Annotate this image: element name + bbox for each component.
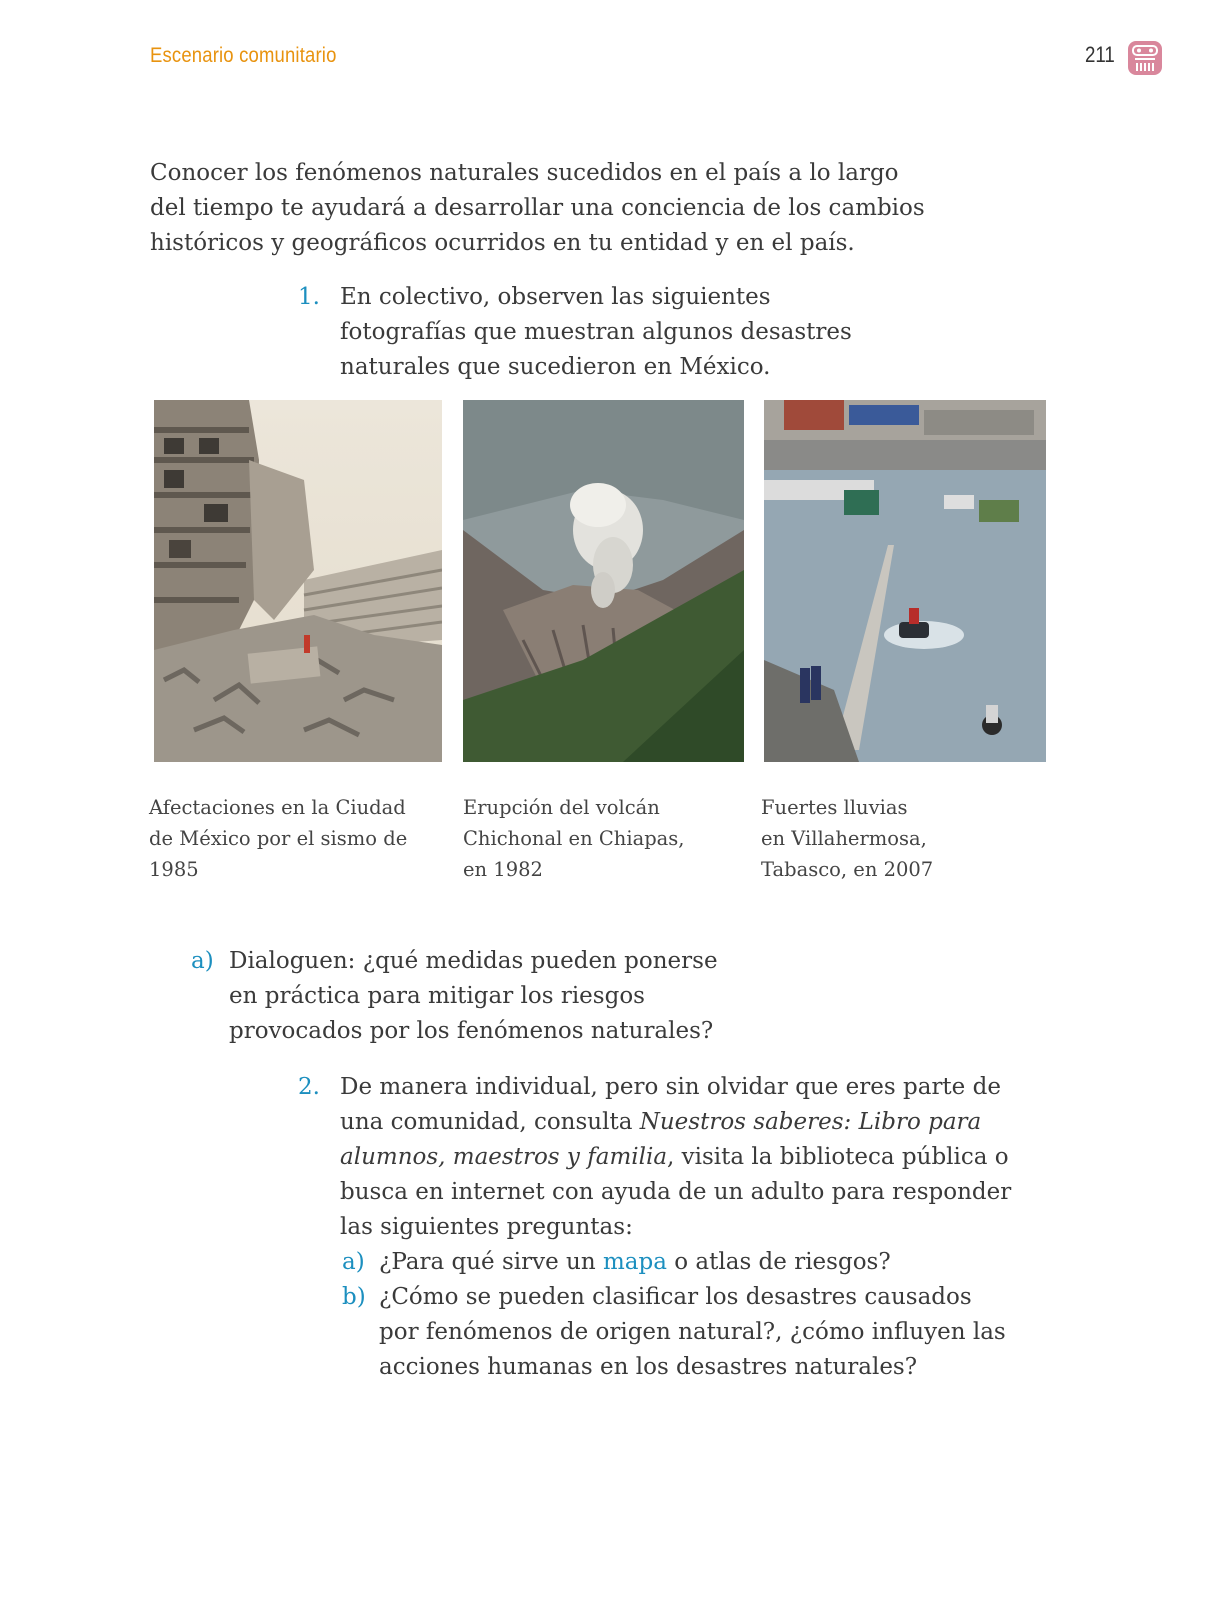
- caption-line: Erupción del volcán: [463, 796, 660, 819]
- section-emblem-icon: [1127, 40, 1163, 76]
- activity-2b-line: por fenómenos de origen natural?, ¿cómo influyen las: [379, 1319, 1006, 1345]
- activity-1-line: fotografías que muestran algunos desastres: [340, 319, 852, 345]
- caption-line: 1985: [149, 858, 199, 881]
- caption-line: Chichonal en Chiapas,: [463, 827, 685, 850]
- activity-1-marker: 1.: [298, 284, 320, 310]
- caption-line: Fuertes lluvias: [761, 796, 908, 819]
- activity-2-line: [340, 1140, 1060, 1175]
- activity-2a-text: o atlas de riesgos?: [666, 1249, 891, 1275]
- intro-line: históricos y geográficos ocurridos en tu entidad y en el país.: [150, 230, 855, 256]
- flood-photo: [764, 400, 1046, 762]
- caption-line: en 1982: [463, 858, 543, 881]
- intro-paragraph: [150, 156, 1010, 261]
- caption-line: de México por el sismo de: [149, 827, 408, 850]
- book-title: alumnos, maestros y familia: [340, 1144, 668, 1170]
- activity-1: [298, 280, 980, 385]
- activity-2-line: [340, 1105, 1060, 1140]
- intro-line: del tiempo te ayudará a desarrollar una conciencia de los cambios: [150, 195, 925, 221]
- activity-2b-line: ¿Cómo se pueden clasificar los desastres causados: [379, 1284, 972, 1310]
- section-title: Escenario comunitario: [150, 44, 337, 67]
- caption-line: Afectaciones en la Ciudad: [149, 796, 406, 819]
- caption-volcano: [463, 792, 753, 885]
- activity-2a-marker: a): [342, 1249, 365, 1275]
- activity-2b: [342, 1280, 1059, 1385]
- activity-2b-line: acciones humanas en los desastres naturales?: [379, 1354, 918, 1380]
- activity-1a-line: en práctica para mitigar los riesgos: [229, 983, 645, 1009]
- activity-2-marker: 2.: [298, 1074, 320, 1100]
- caption-flood: [761, 792, 1051, 885]
- activity-2-line: De manera individual, pero sin olvidar que eres parte de: [340, 1074, 1001, 1100]
- caption-line: en Villahermosa,: [761, 827, 927, 850]
- page-number: 211: [1085, 42, 1115, 67]
- activity-1a: [191, 944, 829, 1049]
- activity-2-line: las siguientes preguntas:: [340, 1214, 633, 1240]
- activity-2-text: , visita la biblioteca pública o: [667, 1144, 1009, 1170]
- volcano-eruption-photo: [463, 400, 744, 762]
- activity-1-line: naturales que sucedieron en México.: [340, 354, 771, 380]
- caption-line: Tabasco, en 2007: [761, 858, 934, 881]
- activity-1a-line: Dialoguen: ¿qué medidas pueden ponerse: [229, 948, 718, 974]
- book-title: Nuestros saberes: Libro para: [639, 1109, 982, 1135]
- activity-1a-line: provocados por los fenómenos naturales?: [229, 1018, 714, 1044]
- glossary-link-mapa[interactable]: mapa: [602, 1249, 667, 1275]
- activity-2a-text: ¿Para qué sirve un: [379, 1249, 603, 1275]
- activity-2a: [342, 1245, 1059, 1280]
- caption-earthquake: [149, 792, 449, 885]
- activity-1a-marker: a): [191, 948, 214, 974]
- activity-2-line: busca en internet con ayuda de un adulto para responder: [340, 1179, 1012, 1205]
- activity-2: [298, 1070, 1060, 1245]
- activity-1-line: En colectivo, observen las siguientes: [340, 284, 771, 310]
- intro-line: Conocer los fenómenos naturales sucedidos en el país a lo largo: [150, 160, 899, 186]
- activity-2-text: una comunidad, consulta: [340, 1109, 640, 1135]
- activity-2b-marker: b): [342, 1284, 366, 1310]
- earthquake-ruins-photo: [154, 400, 442, 762]
